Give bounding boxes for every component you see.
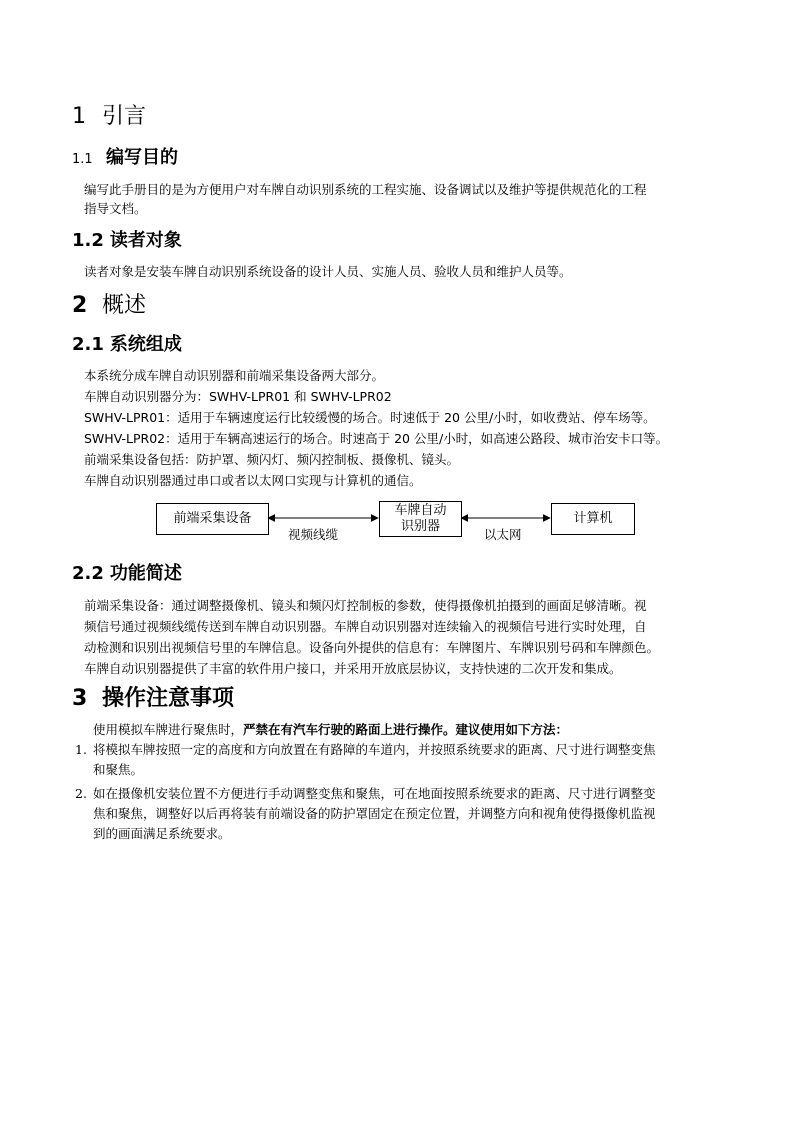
list-marker: 2. <box>75 786 87 801</box>
section-number: 2 <box>72 293 88 318</box>
paragraph-line: 前端采集设备包括：防护罩、频闪灯、频闪控制板、摄像机、镜头。 <box>84 452 460 467</box>
section-title: 编写目的 <box>106 147 178 168</box>
paragraph-line: 读者对象是安装车牌自动识别系统设备的设计人员、实施人员、验收人员和维护人员等。 <box>84 264 572 279</box>
diagram-box-label: 前端采集设备 <box>173 511 252 526</box>
section-number: 3 <box>72 686 88 711</box>
section-title: 操作注意事项 <box>102 686 235 711</box>
list-item-line: 如在摄像机安装位置不方便进行手动调整变焦和聚焦，可在地面按照系统要求的距离、尺寸进行调整变 <box>93 786 656 801</box>
diagram-link-label-ethernet: 以太网 <box>484 527 522 542</box>
paragraph-line: SWHV-LPR02：适用于车辆高速运行的场合。时速高于 20 公里/小时，如高速公路段、城市治安卡口等。 <box>84 431 669 446</box>
section-number: 2.1 <box>72 334 104 355</box>
list-item <box>75 784 725 844</box>
paragraph-line: 指导文档。 <box>84 201 147 216</box>
section-number: 1.2 <box>72 230 104 251</box>
list-marker: 1. <box>75 742 87 757</box>
diagram-box-front-end <box>156 503 269 535</box>
paragraph-line: 频信号通过视频线缆传送到车牌自动识别器。车牌自动识别器对连续输入的视频信号进行实时处理，自 <box>84 619 647 634</box>
paragraph-line: SWHV-LPR01：适用于车辆速度运行比较缓慢的场合。时速低于 20 公里/小时，如收费站、停车场等。 <box>84 410 656 425</box>
paragraph-line: 车牌自动识别器提供了丰富的软件用户接口，并采用开放底层协议，支持快速的二次开发和集成。 <box>84 661 622 676</box>
paragraph-line: 编写此手册目的是为方便用户对车牌自动识别系统的工程实施、设备调试以及维护等提供规范化的工程 <box>84 182 647 197</box>
intro-text: 使用模拟车牌进行聚焦时， <box>93 722 244 737</box>
paragraph-line: 前端采集设备：通过调整摄像机、镜头和频闪灯控制板的参数，使得摄像机拍摄到的画面足够清晰。视 <box>84 598 647 613</box>
section-number: 1.1 <box>72 152 93 167</box>
diagram-box-label-line1: 车牌自动 <box>394 503 447 518</box>
section-number: 2.2 <box>72 563 104 584</box>
diagram-link-label-video: 视频线缆 <box>288 527 339 542</box>
section-title: 系统组成 <box>109 334 182 355</box>
diagram-box-label: 计算机 <box>573 511 613 526</box>
diagram-box-computer <box>551 503 635 535</box>
section-3-heading <box>72 686 234 712</box>
section-title: 功能简述 <box>109 563 182 584</box>
list-item-line: 到的画面满足系统要求。 <box>93 826 231 841</box>
section-title: 引言 <box>102 104 147 129</box>
section-3-intro <box>93 720 568 740</box>
section-title: 读者对象 <box>109 230 182 251</box>
intro-warning-text: 严禁在有汽车行驶的路面上进行操作。建议使用如下方法： <box>243 722 569 737</box>
diagram-box-recognizer <box>379 501 462 537</box>
list-item-line: 焦和聚焦，调整好以后再将装有前端设备的防护罩固定在预定位置，并调整方向和视角使得摄像机监视 <box>93 806 656 821</box>
section-number: 1 <box>72 104 86 129</box>
paragraph-line: 动检测和识别出视频信号里的车牌信息。设备向外提供的信息有：车牌图片、车牌识别号码和车牌颜色。 <box>84 640 660 655</box>
list-item-line: 将模拟车牌按照一定的高度和方向放置在有路障的车道内，并按照系统要求的距离、尺寸进行调整变焦 <box>93 742 656 757</box>
list-item-line: 和聚焦。 <box>93 762 144 777</box>
list-item <box>75 740 725 780</box>
section-title: 概述 <box>102 293 147 318</box>
paragraph-line: 车牌自动识别器分为：SWHV-LPR01 和 SWHV-LPR02 <box>84 389 392 404</box>
diagram-box-label-line2: 识别器 <box>400 519 440 534</box>
paragraph-line: 本系统分成车牌自动识别器和前端采集设备两大部分。 <box>84 368 385 383</box>
section-2-2-heading <box>72 563 182 585</box>
paragraph-line: 车牌自动识别器通过串口或者以太网口实现与计算机的通信。 <box>84 473 422 488</box>
